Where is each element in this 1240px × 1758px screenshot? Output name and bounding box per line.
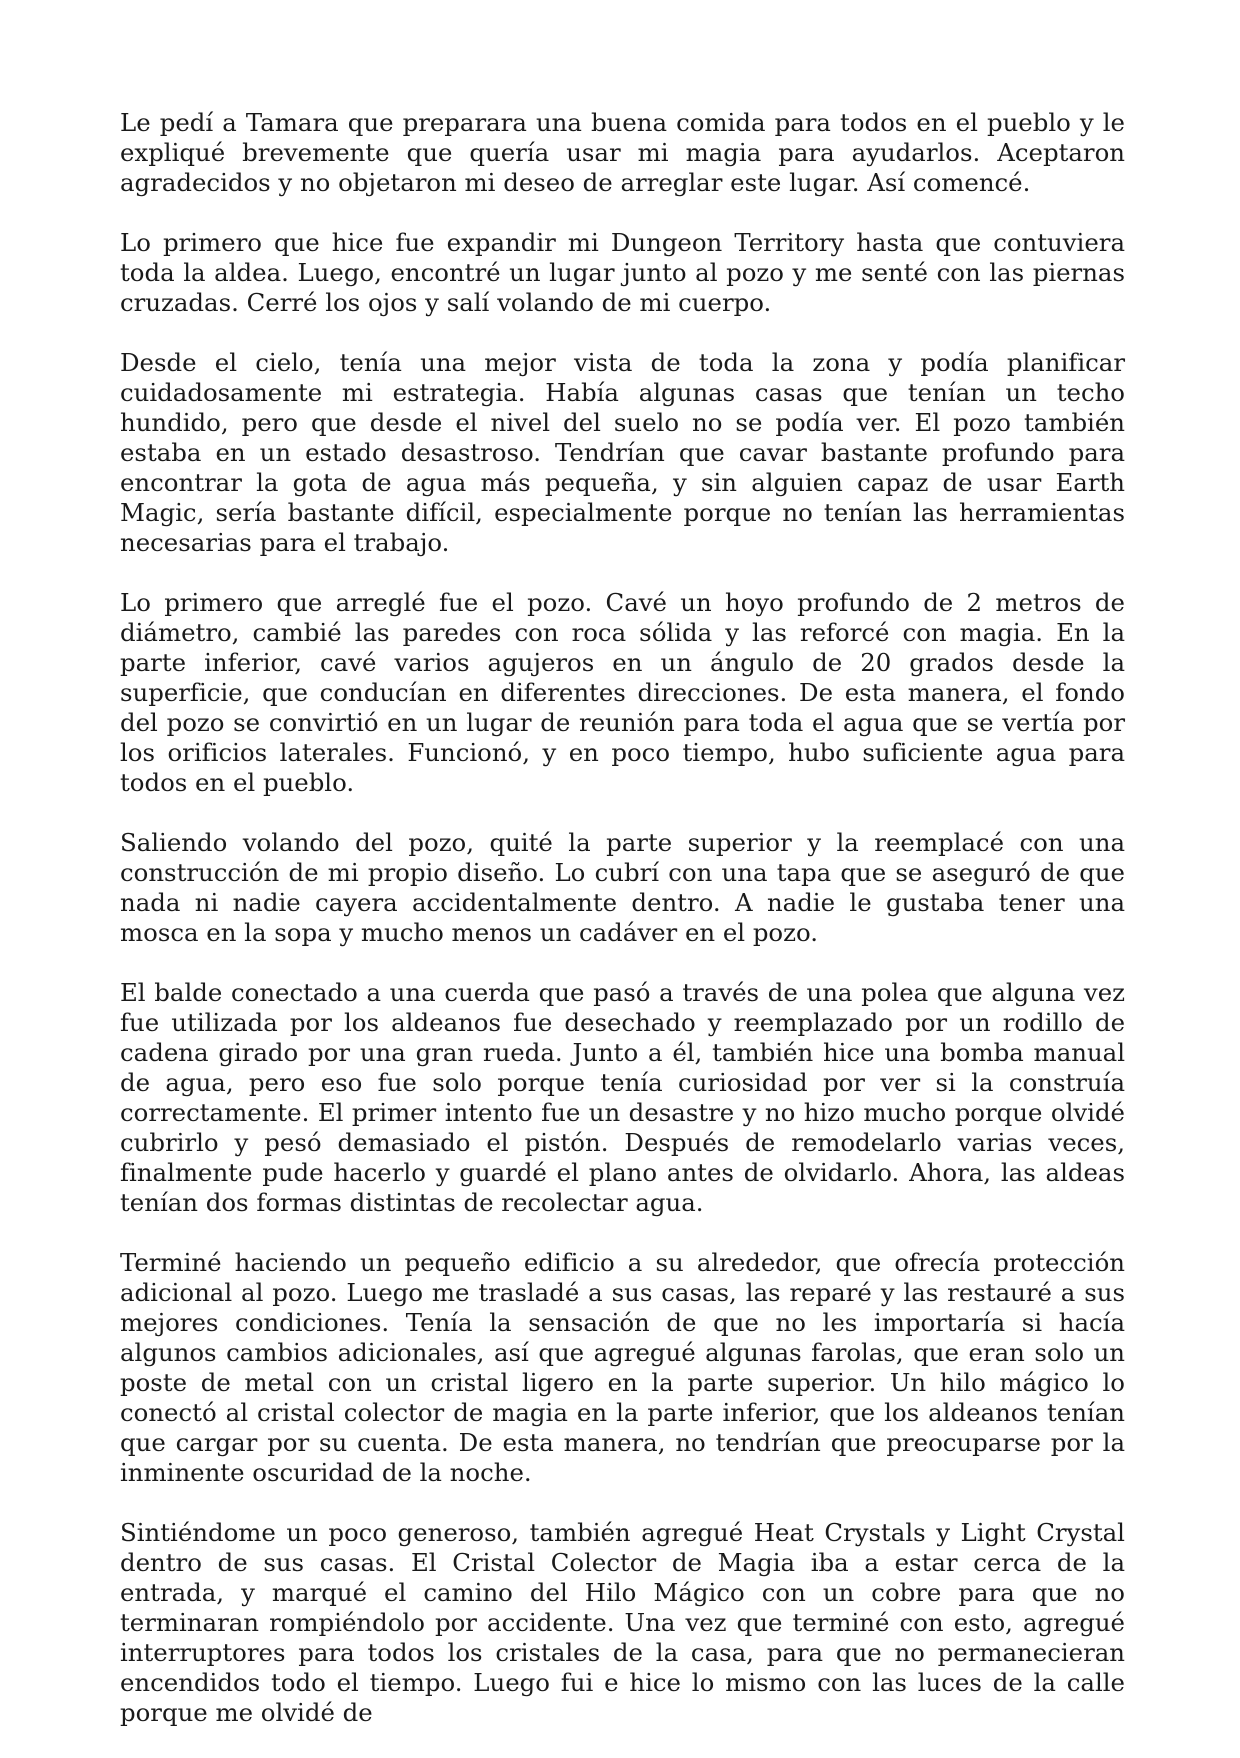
paragraph-1: Le pedí a Tamara que preparara una buena comida para todos en el pueblo y le expliqué brevemente que quería usar mi magia para ayudarlos. Aceptaron agradecidos y no objetaron mi deseo de arreglar este lugar. Así comencé. — [120, 108, 1125, 197]
paragraph-2: Lo primero que hice fue expandir mi Dungeon Territory hasta que contuviera toda la aldea. Luego, encontré un lugar junto al pozo y me senté con las piernas cruzadas. Cerré los ojos y salí volando de mi cuerpo. — [120, 228, 1125, 317]
paragraph-3: Desde el cielo, tenía una mejor vista de toda la zona y podía planificar cuidadosamente mi estrategia. Había algunas casas que tenían un techo hundido, pero que desde el nivel del suelo no se podía ver. El pozo también estaba en un estado desastroso. Tendrían que cavar bastante profundo para encontrar la gota de agua más pequeña, y sin alguien capaz de usar Earth Magic, sería bastante difícil, especialmente porque no tenían las herramientas necesarias para el trabajo. — [120, 348, 1125, 557]
paragraph-7: Terminé haciendo un pequeño edificio a su alrededor, que ofrecía protección adicional al pozo. Luego me trasladé a sus casas, las reparé y las restauré a sus mejores condiciones. Tenía la sensación de que no les importaría si hacía algunos cambios adicionales, así que agregué algunas farolas, que eran solo un poste de metal con un cristal ligero en la parte superior. Un hilo mágico lo conectó al cristal colector de magia en la parte inferior, que los aldeanos tenían que cargar por su cuenta. De esta manera, no tendrían que preocuparse por la inminente oscuridad de la noche. — [120, 1248, 1125, 1487]
paragraph-6: El balde conectado a una cuerda que pasó a través de una polea que alguna vez fue utilizada por los aldeanos fue desechado y reemplazado por un rodillo de cadena girado por una gran rueda. Junto a él, también hice una bomba manual de agua, pero eso fue solo porque tenía curiosidad por ver si la construía correctamente. El primer intento fue un desastre y no hizo mucho porque olvidé cubrirlo y pesó demasiado el pistón. Después de remodelarlo varias veces, finalmente pude hacerlo y guardé el plano antes de olvidarlo. Ahora, las aldeas tenían dos formas distintas de recolectar agua. — [120, 978, 1125, 1217]
paragraph-5: Saliendo volando del pozo, quité la parte superior y la reemplacé con una construcción de mi propio diseño. Lo cubrí con una tapa que se aseguró de que nada ni nadie cayera accidentalmente dentro. A nadie le gustaba tener una mosca en la sopa y mucho menos un cadáver en el pozo. — [120, 828, 1125, 947]
paragraph-8: Sintiéndome un poco generoso, también agregué Heat Crystals y Light Crystal dentro de sus casas. El Cristal Colector de Magia iba a estar cerca de la entrada, y marqué el camino del Hilo Mágico con un cobre para que no terminaran rompiéndolo por accidente. Una vez que terminé con esto, agregué interruptores para todos los cristales de la casa, para que no permanecieran encendidos todo el tiempo. Luego fui e hice lo mismo con las luces de la calle porque me olvidé de — [120, 1518, 1125, 1727]
paragraph-4: Lo primero que arreglé fue el pozo. Cavé un hoyo profundo de 2 metros de diámetro, cambié las paredes con roca sólida y las reforcé con magia. En la parte inferior, cavé varios agujeros en un ángulo de 20 grados desde la superficie, que conducían en diferentes direcciones. De esta manera, el fondo del pozo se convirtió en un lugar de reunión para toda el agua que se vertía por los orificios laterales. Funcionó, y en poco tiempo, hubo suficiente agua para todos en el pueblo. — [120, 588, 1125, 797]
document-page — [120, 108, 1125, 1758]
